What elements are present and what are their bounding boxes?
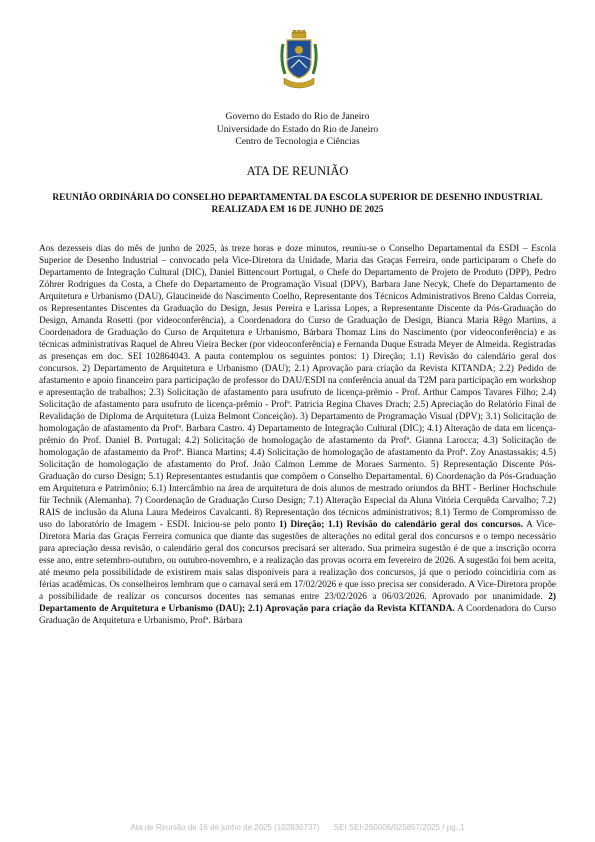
page-footer	[0, 823, 595, 832]
header-university: Universidade do Estado do Rio de Janeiro	[216, 123, 379, 135]
minutes-agenda-heading-2: 2) Departamento de Arquitetura e Urbanismo (DAU); 2.1) Aprovação para criação da Revista KITANDA.	[39, 592, 556, 614]
minutes-body	[39, 243, 556, 627]
state-coat-of-arms-logo	[279, 30, 319, 98]
minutes-agenda-heading-1: 1) Direção; 1.1) Revisão do calendário geral dos concursos.	[278, 520, 523, 530]
header-center: Centro de Tecnologia e Ciências	[235, 136, 360, 148]
institution-header	[0, 111, 595, 149]
document-title: ATA DE REUNIÃO	[246, 164, 349, 178]
header-government: Governo do Estado do Rio de Janeiro	[225, 111, 370, 122]
minutes-text-part-2: A Vice-Diretora Maria das Graças Ferreira comunica que diante das sugestões de alterações no edital geral dos concursos e o tempo necessário para apreciação dessa revisão, o calendário geral dos concursos precisará ser alterado. Sua primeira sugestão é de que a inscrição ocorra esse ano, entre setembro-outubro, ou outubro-novembro, e a realização das provas ocorra em fevereiro de 2026. A sugestão foi bem aceita, até mesmo pela possibilidade de existirem mais salas disponíveis para a realização dos concursos, já que o período coincidiria com as férias acadêmicas. Os conselheiros lembram que o carnaval será em 17/02/2026 e que isso precisa ser considerado. A Vice-Diretora propõe a possibilidade de realizar os concursos docentes nas semanas entre 23/02/2026 a 06/03/2026. Aprovado por unanimidade.	[39, 520, 556, 602]
footer-process-page: SEI SEI-260006/025857/2025 / pg. 1	[333, 823, 465, 832]
footer-document-reference: Ata de Reunião de 16 de junho de 2025 (102836737)	[130, 823, 320, 832]
document-subtitle: REUNIÃO ORDINÁRIA DO CONSELHO DEPARTAMENTAL DA ESCOLA SUPERIOR DE DESENHO INDUSTRIAL REALIZADA EM 16 DE JUNHO DE 2025	[52, 193, 543, 216]
minutes-text-part-3: A Coordenadora do Curso Graduação de Arquitetura e Urbanismo, Profª. Bárbara	[39, 604, 556, 626]
minutes-text-part-1: Aos dezesseis dias do mês de junho de 2025, às treze horas e doze minutos, reuniu-se o Conselho Departamental da ESDI – Escola Superior de Desenho Industrial – convocado pela Vice-Diretora da Unidade, Maria das Graças Ferreira, onde participaram o Chefe do Departamento de Integração Cultural (DIC), Daniel Bittencourt Portugal, o Chefe do Departamento de Projeto de Produto (DPP), Pedro Zöhrer Rodrigues da Costa, a Chefe do Departamento de Programação Visual (DPV), Barbara Jane Necyk, Chefe do Departamento de Arquitetura e Urbanismo (DAU), Glaucineide do Nascimento Coelho, Representante dos Técnicos Administrativos Breno Caldas Correia, os Representantes Discentes da Graduação do Design, Jesus Pereira e Larissa Lopes, a Representante Discente da Pós-Graduação do Design, Amanda Rosetti (por videoconferência), a Coordenadora do Curso de Graduação de Design, Bianca Maria Rêgo Martins, a Coordenadora de Graduação do Curso de Arquitetura e Urbanismo, Bárbara Thomaz Lins do Nascimento (por videoconferência) e as técnicas administrativas Raquel de Abreu Vieira Becker (por videoconferência) e Fernanda Duque Estrada Meyer de Almeida. Registradas as presenças em doc. SEI 102864043. A pauta contemplou os seguintes pontos: 1) Direção; 1.1) Revisão do calendário geral dos concursos. 2) Departamento de Arquitetura e Urbanismo (DAU); 2.1) Aprovação para criação da Revista KITANDA; 2.2) Pedido de afastamento e apoio financeiro para participação de professor do DAU/ESDI na conferência anual da T2M para participação em workshop e apresentação de trabalhos; 2.3) Solicitação de afastamento para usufruto de licença-prêmio - Prof. Arthur Campos Tavares Filho; 2.4) Solicitação de afastamento para usufruto de licença-prêmio - Profª. Patricia Regina Chaves Drach; 2.5) Apreciação do Relatório Final de Revalidação de Diploma de Arquitetura (Luiza Belmont Conceição). 3) Departamento de Programação Visual (DPV); 3.1) Solicitação de homologação de afastamento da Profª. Barbara Castro. 4) Departamento de Integração Cultural (DIC); 4.1) Alteração de data em licença-prêmio do Prof. Daniel B. Portugal; 4.2) Solicitação de homologação de afastamento da Profª. Gianna Larocca; 4.3) Solicitação de homologação de afastamento da Profª. Bianca Martins; 4.4) Solicitação de homologação de afastamento da Profª. Zoy Anastassakis; 4.5) Solicitação de homologação de afastamento do Prof. João Calmon Lemme de Moraes Sarmento. 5) Representação Discente Pós-Graduação do curso Design; 5.1) Representantes estudantis que compõem o Conselho Departamental. 6) Coordenação da Pós-Graduação em Arquitetura e Patrimônio; 6.1) Intercâmbio na área de arquitetura de dois alunos de mestrado oriundos da BHT - Berliner Hochschule für Technik (Alemanha). 7) Coordenação de Graduação Curso Design; 7.1) Alteração Especial da Aluna Vitória Cerquêda Carvalho; 7.2) RAIS de inclusão da Aluna Laura Medeiros Cavalcanti. 8) Representação dos técnicos administrativos; 8.1) Termo de Compromisso de uso do laboratório de Imagem - ESDI. Iniciou-se pelo ponto	[39, 244, 556, 530]
